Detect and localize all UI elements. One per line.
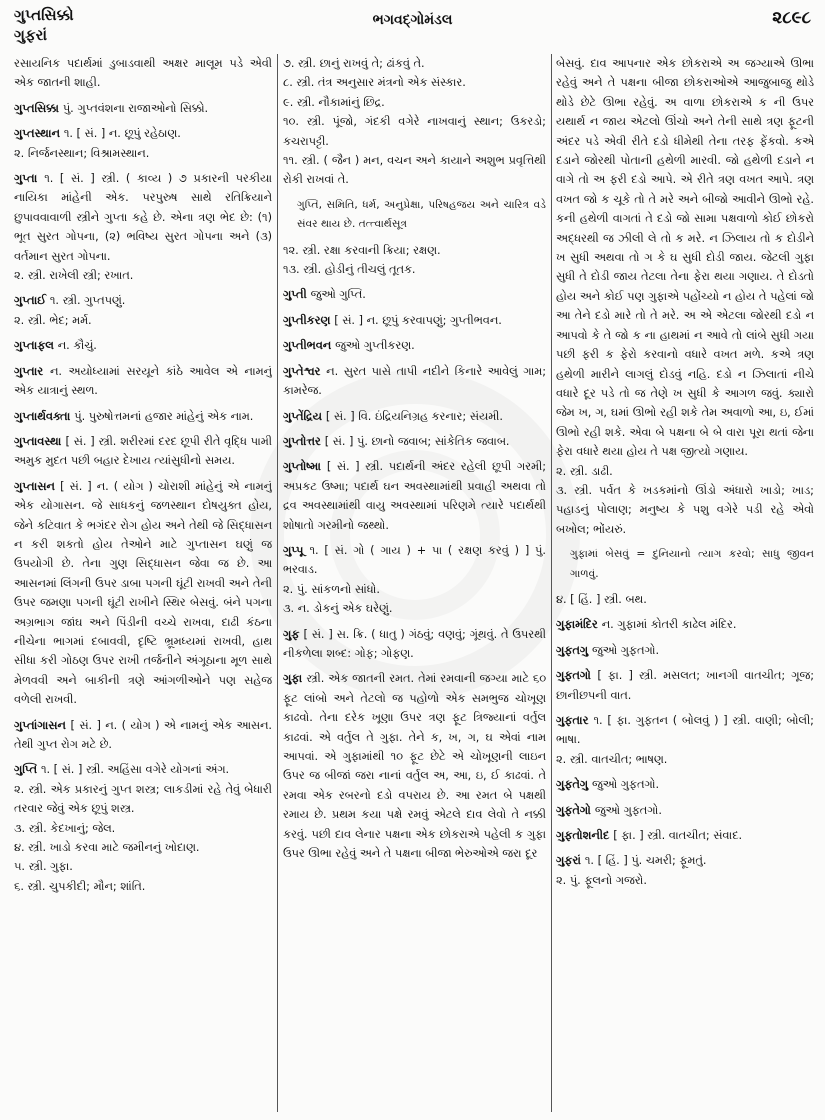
entry-headword: ગુપ્તીકરણ bbox=[283, 313, 335, 327]
entry-definition: ૨. સ્ત્રી. એક પ્રકારનું ગુપ્ત શસ્ત્ર; લાકડીમાં રહે તેવું બેધારી તરવાર જેવું એક છૂપું શસ્ત્ર. bbox=[14, 782, 272, 816]
page-header bbox=[14, 6, 811, 46]
entry-definition: ન. કૌચું. bbox=[57, 339, 97, 353]
entry-definition: પું. ગુપ્તવંશના રાજાઓનો સિક્કો. bbox=[62, 101, 209, 115]
dictionary-entry bbox=[556, 54, 814, 539]
dictionary-entry bbox=[283, 625, 546, 664]
dictionary-entry bbox=[556, 711, 814, 769]
entry-definition: ૬. સ્ત્રી. ચુપકીદી; મૌન; શાંતિ. bbox=[14, 879, 146, 893]
dictionary-entry bbox=[283, 54, 546, 190]
entry-definition: જુઓ ગુપ્તિ. bbox=[310, 288, 366, 302]
dictionary-entry bbox=[556, 826, 814, 845]
dictionary-entry bbox=[283, 541, 546, 619]
entry-definition: જુઓ ગુફતગો. bbox=[591, 778, 660, 792]
entry-definition: ૨. સ્ત્રી. ભેદ; મર્મ. bbox=[14, 313, 92, 327]
entry-definition: ૧. [ સં. ] સ્ત્રી. ( કાવ્ય ) ૭ પ્રકારની પરકીયા નાયિકા માંહેની એક. પરપુરુષ સાથે રતિક્રિયાને છુપાવવાવાળી સ્ત્રીને ગુપ્તા કહે છે. એના ત્રણ ભેદ છે: (૧) ભૂત સુરત ગોપના, (૨) ભવિષ્ય સુરત ગોપના અને (૩) વર્તમાન સુરત ગોપના. bbox=[14, 172, 272, 263]
entry-headword: ગુપ્તાઈ bbox=[14, 294, 50, 308]
entry-definition: ૧૩. સ્ત્રી. હોડીનું તીચલું તૂતક. bbox=[283, 263, 416, 277]
usage-note: ગુપ્તિ, સમિતિ, ધર્મ, અનુપ્રેક્ષા, પરિષહજય અને ચારિત્ર વડે સંવર થાય છે. તત્ત્વાર્થસૂત્ર bbox=[297, 198, 546, 231]
entry-headword: ગુપ્તિ bbox=[14, 763, 41, 777]
entry-definition: ન. ગુફામાં કોતરી કાઢેલ મંદિર. bbox=[601, 618, 737, 632]
entry-definition: ૮. સ્ત્રી. તંત્ર અનુસાર મંત્રનો એક સંસ્કાર. bbox=[283, 76, 466, 90]
usage-note: ગુફામાં બેસવું = દુનિયાનો ત્યાગ કરવો; સાધુ જીવન ગાળવું. bbox=[570, 548, 814, 580]
entry-headword: ગુપ્પૂ bbox=[283, 543, 310, 557]
entry-definition: [ સં. ] સ. ક્રિ. ( ધાતુ ) ગંઠવું; વણવું; ગૂંથવું. તે ઉપરથી નીકળેલા શબ્દ: ગોફ; ગોફણ. bbox=[283, 627, 546, 660]
entry-definition: ૧. સ્ત્રી. ગુપ્તપણું. bbox=[49, 294, 126, 308]
dictionary-entry bbox=[283, 311, 546, 330]
dictionary-entry bbox=[14, 336, 272, 355]
dictionary-entry bbox=[556, 851, 814, 890]
entry-headword: ગુપ્તેશ્વર bbox=[283, 364, 327, 378]
entry-headword: ગુફરાં bbox=[556, 854, 585, 868]
dictionary-entry bbox=[556, 545, 814, 584]
entry-headword: ગુફ bbox=[283, 627, 304, 641]
entry-definition: જુઓ ગુફતગો. bbox=[594, 803, 662, 817]
entry-definition: ૪. [ હિં. ] સ્ત્રી. બથ. bbox=[556, 592, 647, 606]
dictionary-entry bbox=[14, 716, 272, 755]
dictionary-entry bbox=[556, 801, 814, 820]
book-title: ભગવદ્ગોમંડલ bbox=[372, 12, 453, 28]
dictionary-entry bbox=[14, 124, 272, 163]
entry-definition: ૨. સ્ત્રી. રાખેલી સ્ત્રી; રખાત. bbox=[14, 269, 134, 283]
entry-definition: જુઓ ગુફતગો. bbox=[591, 643, 660, 657]
entry-definition: ૧૦. સ્ત્રી. પૂંજો, ગંદકી વગેરે નાખવાનું સ્થાન; ઉકરડો; કચરાપટ્ટી. bbox=[283, 115, 546, 148]
entry-definition: [ ફા. ] સ્ત્રી. મસલત; ખાનગી વાતચીત; ગૂજ; છાનીછપની વાત. bbox=[556, 669, 814, 702]
entry-definition: ૫. સ્ત્રી. ગુફા. bbox=[14, 860, 73, 874]
entry-definition: ૧. [ સં. ગો ( ગાય ) + પા ( રક્ષણ કરવું ) ] પું. ભરવાડ. bbox=[283, 543, 546, 577]
entry-headword: ગુપ્તીભવન bbox=[283, 339, 336, 353]
entry-definition: [ સં. ] સ્ત્રી. શરીરમાં દરદ છૂપી રીતે વૃદ્ધિ પામી અમુક મુદત પછી બહાર દેખાય ત્યાંસુધીનો સમય. bbox=[14, 434, 272, 468]
column-1 bbox=[14, 54, 272, 1114]
entry-definition: ૧૨. સ્ત્રી. રક્ષા કરવાની ક્રિયા; રક્ષણ. bbox=[283, 243, 441, 257]
dictionary-entry bbox=[14, 407, 272, 426]
dictionary-entry bbox=[14, 362, 272, 401]
entry-definition: ૯. સ્ત્રી. નૌકામાંનું છિદ્ર. bbox=[283, 95, 385, 109]
entry-definition: ૭. સ્ત્રી. છાનું રાખવું તે; ઢાંકવું તે. bbox=[283, 57, 425, 70]
entry-definition: [ સં. ] વિ. ઇંદ્રિયનિગ્રહ કરનાર; સંયમી. bbox=[325, 409, 504, 423]
dictionary-entry bbox=[283, 196, 546, 235]
dictionary-entry bbox=[283, 336, 546, 355]
entry-headword: ગુપ્તાફલ bbox=[14, 339, 58, 353]
entry-definition: [ સં. ] સ્ત્રી. પદાર્થની અંદર રહેલી છૂપી ગરમી; અપ્રકટ ઉષ્મા; પદાર્થ ઘન અવસ્થામાંથી પ્રવાહી અથવા તો દ્રવ અવસ્થામાંથી વાયુ અવસ્થામાં પરિણમે ત્યારે પદાર્થથી શોષાતો ગરમીનો જથ્થો. bbox=[283, 460, 546, 532]
column-2 bbox=[283, 54, 546, 1114]
entry-definition: ૩. સ્ત્રી. પર્વત કે ખડકમાંનો ઊંડો અંધારો ખાડો; ખાડ; પહાડનું પોલાણ; મનુષ્ય કે પશુ વગેરે પડી રહે એવો બખોલ; ભોંયરું. bbox=[556, 483, 814, 536]
page-number: ૨૮૯૮ bbox=[772, 8, 811, 28]
dictionary-entry bbox=[556, 590, 814, 609]
dictionary-entry bbox=[14, 169, 272, 285]
entry-headword: ગુફતેગો bbox=[556, 803, 595, 817]
dictionary-entry bbox=[14, 760, 272, 896]
entry-definition: [ સં. ] ન. ( યોગ ) એ નામનું એક આસન. તેથી ગુપ્ત રોગ મટે છે. bbox=[14, 718, 272, 751]
entry-headword: ગુપ્તાસન bbox=[14, 479, 61, 493]
entry-headword: ગુફતોશનીદ bbox=[556, 829, 614, 843]
entry-headword: ગુફતગો bbox=[556, 669, 598, 683]
entry-definition: ૩. ન. ડોકનું એક ઘરેણું. bbox=[283, 602, 393, 616]
entry-definition: રસાયનિક પદાર્થમાં ડુબાડવાથી અક્ષર માલૂમ પડે એવી એક જાતની શાહી. bbox=[14, 57, 272, 90]
dictionary-entry bbox=[283, 457, 546, 535]
dictionary-entry bbox=[283, 432, 546, 451]
entry-definition: ૨. નિર્જનસ્થાન; વિશ્રામસ્થાન. bbox=[14, 146, 150, 160]
entry-definition: [ ફા. ] સ્ત્રી. વાતચીત; સંવાદ. bbox=[613, 829, 743, 843]
entry-definition: પું. પુરુષોત્તમનાં હજાર માંહેનું એક નામ. bbox=[74, 409, 254, 423]
entry-headword: ગુપ્તી bbox=[283, 288, 311, 302]
column-divider bbox=[551, 54, 552, 1112]
entry-definition: ૪. સ્ત્રી. ખાડો કરવા માટે જમીનનું ખોદાણ. bbox=[14, 841, 200, 855]
entry-definition: ૧. [ હિં. ] પું. ચમરી; ફૂમતું. bbox=[584, 854, 707, 868]
entry-definition: ૧. [ સં. ] ન. છૂપું રહેઠાણ. bbox=[63, 127, 181, 141]
entry-definition: સ્ત્રી. એક જાતની રમત. તેમાં રમવાની જગ્યા માટે ૬૦ ફૂટ લાંબો અને તેટલો જ પહોળો એક સમભુજ ચોખૂણ કાઢવો. તેના દરેક ખૂણા ઉપર ત્રણ ફૂટ ત્રિજ્યાનાં વર્તુલ કાઢવાં. એ વર્તુલ તે ગુફા. તેને ક, ખ, ગ, ઘ એવાં નામ આપવાં. એ ગુફામાંથી ૧૦ ફૂટ છેટે એ ચોખૂણની લાઇન ઉપર જ બીજાં જરા નાનાં વર્તુલ અ, આ, ઇ, ઈ કાઢવાં. તે રમવા એક રબરનો દડો વપરાય છે. આ રમત બે પક્ષથી રમાય છે. પ્રથમ કયા પક્ષે રમવું એટલે દાવ લેવો તે નક્કી કરવું. પછી દાવ લેનાર પક્ષના એક છોકરાએ પહેલી ક ગુફા ઉપર ઊભા રહેવું અને તે પક્ષના બીજા ભેરુઓએ જરા દૂર bbox=[283, 672, 546, 861]
entry-headword: ગુપ્તસિક્કા bbox=[14, 101, 63, 115]
entry-definition: ૩. સ્ત્રી. કેદખાનું; જેલ. bbox=[14, 821, 116, 835]
entry-definition: ૨. સ્ત્રી. વાતચીત; ભાષણ. bbox=[556, 752, 668, 766]
column-divider bbox=[277, 54, 278, 1112]
entry-headword: ગુફતાર bbox=[556, 714, 594, 727]
entry-definition: બેસવું. દાવ આપનાર એક છોકરાએ અ જગ્યાએ ઊભા રહેવું અને તે પક્ષના બીજા છોકરાઓએ આજુબાજુ થોડે થોડે છેટે ઊભા રહેવું. અ વાળા છોકરાએ ક ની ઉપર યથાર્થ ન જાય એટલો ઊંચો અને તેની સાથે ત્રણ ફૂટની અંદર પડે એવી રીતે દડો ધીમેથી તેના તરફ ફેંકવો. કએ દડાને જોરથી પોતાની હથેળી મારવી. જો હથેળી દડાને ન વાગે તો અ ફરી દડો આપે. એ રીતે ત્રણ વખત આપે. ત્રણ વખત જો ક ચૂકે તો તે મરે અને બીજો આવીને ઊભો રહે. કની હથેળી વાગતાં તે દડો જો સામા પક્ષવાળો કોઈ છોકરો અદ્ધરથી જ ઝીલી લે તો ક મરે. ન ઝિલાય તો ક દોડીને ખ સુધી અથવા તો ગ કે ઘ સુધી દોડી જાય. જેટલી ગુફા સુધી તે દોડી જાય તેટલા તેના ફેરા થયા ગણાય. તે દોડતો હોય અને કોઈ પણ ગુફાએ પહોંચ્યો ન હોય તે પહેલાં જો આ તેને દડો મારે તો તે મરે. અ એ એટલા જોરથી દડો ન આપવો કે તે જો ક ના હાથમાં ન આવે તો લાંબે સુધી ગયા પછી ફરી ક ફેરો કરવાનો વધારે વખત મળે. કએ ત્રણ હથેળી મારીને લાગલું દોડવું નહિ. દડો ન ઝિલાતાં નીચે વધારે દૂર પડે તો જ તેણે ખ સુધી કે આગળ જવું. ક્યારો જેમ ખ, ગ, ઘમાં ઊભો રહી શકે તેમ અવાળો આ, ઇ, ઈમાં ઊભો રહી શકે. એવા બે પક્ષના બે બે વારા પૂરા થતાં જેના ફેરા વધારે થયા હોય તે પક્ષ જીત્યો ગણાય. bbox=[556, 57, 814, 459]
column-3 bbox=[556, 54, 814, 1114]
entry-headword: ગુપ્તોત્તર bbox=[283, 434, 325, 448]
entry-definition: [ સં. ] ન. ( યોગ ) ચોરાશી માંહેનું એ નામનું એક યોગાસન. જે સાધકનું જળસ્થાન દોષયુક્ત હોય, જેને કટિવાત કે ભગંદર રોગ હોય અને તેથી જે સિદ્ધાસન ન કરી શકતો હોય તેઓને માટે ગુપ્તાસન ઘણું જ ઉપયોગી છે. તેના ગુણ સિદ્ધાસન જેવા જ છે. આ આસનમાં લિંગની ઉપર ડાબા પગની ઘૂંટી રાખવી અને તેની ઉપર જમણા પગની ઘૂંટી રાખીને સ્થિર બેસવું. બંને પગના અગ્રભાગ જાંઘ અને પિંડીની વચ્ચે રાખવા, દાઢી કંઠના નીચેના ભાગમાં દબાવવી, દૃષ્ટિ ભ્રૂમધ્યમાં રાખવી, હાથ સીધા કરી ગોઠણ ઉપર રાખી તર્જનીને અંગૂઠાના મૂળ સાથે મેળવવી અને બાકીની ત્રણે આંગળીઓને પણ સહેજ વળેલી રાખવી. bbox=[14, 479, 272, 707]
dictionary-entry bbox=[14, 477, 272, 710]
entry-headword: ગુપ્તાવસ્થા bbox=[14, 434, 66, 448]
entry-headword: ગુપ્તાર્થવક્તા bbox=[14, 409, 75, 423]
entry-headword: ગુપ્તોષ્મા bbox=[283, 460, 327, 474]
entry-definition: ન. અયોધ્યામાં સરયૂને કાંઠે આવેલ એ નામનું એક યાત્રાનું સ્થળ. bbox=[14, 364, 272, 398]
entry-headword: ગુફા bbox=[283, 672, 307, 686]
entry-definition: ૨. સ્ત્રી. ડાઢી. bbox=[556, 464, 613, 478]
dictionary-entry bbox=[14, 432, 272, 471]
entry-headword: ગુફતેગુ bbox=[556, 778, 592, 792]
guideword-last: ગુફરાં bbox=[14, 26, 48, 44]
entry-headword: ગુફતગુ bbox=[556, 643, 592, 657]
dictionary-entry bbox=[283, 407, 546, 426]
entry-headword: ગુપ્તેંદ્રિય bbox=[283, 409, 326, 423]
dictionary-entry bbox=[556, 641, 814, 660]
entry-definition: ૧૧. સ્ત્રી. ( જૈન ) મન, વચન અને કાયાને અશુભ પ્રવૃત્તિથી રોકી રાખવાં તે. bbox=[283, 154, 546, 187]
entry-definition: [ સં. ] પું. છાનો જવાબ; સાંકેતિક જવાબ. bbox=[324, 434, 510, 448]
dictionary-entry bbox=[14, 291, 272, 330]
guideword-first: ગુપ્તસિક્કો bbox=[14, 6, 74, 24]
entry-headword: ગુફામંદિર bbox=[556, 618, 602, 632]
entry-headword: ગુપ્તાર bbox=[14, 364, 50, 378]
entry-definition: [ સં. ] ન. છૂપું કરવાપણું; ગુપ્તીભવન. bbox=[334, 313, 502, 327]
dictionary-entry bbox=[556, 615, 814, 634]
dictionary-entry bbox=[556, 666, 814, 705]
entry-headword: ગુપ્તા bbox=[14, 172, 45, 186]
entry-headword: ગુપ્તાંગાસન bbox=[14, 718, 71, 732]
dictionary-entry bbox=[283, 669, 546, 863]
entry-definition: ૧. [ ફા. ગુફતન ( બોલવું ) ] સ્ત્રી. વાણી; બોલી; ભાષા. bbox=[556, 714, 814, 747]
dictionary-entry bbox=[14, 99, 272, 118]
dictionary-entry bbox=[283, 241, 546, 280]
entry-definition: ન. સુરત પાસે તાપી નદીને કિનારે આવેલું ગામ; કામરેજ. bbox=[283, 364, 546, 398]
dictionary-entry bbox=[283, 285, 546, 304]
dictionary-entry bbox=[283, 362, 546, 401]
dictionary-entry bbox=[14, 54, 272, 93]
entry-headword: ગુપ્તસ્થાન bbox=[14, 127, 64, 141]
entry-definition: ૧. [ સં. ] સ્ત્રી. અહિંસા વગેરે યોગનાં અંગ. bbox=[40, 763, 230, 777]
entry-definition: ૨. પું. ફૂલનો ગજરો. bbox=[556, 873, 647, 887]
entry-definition: ૨. પું. સાંકળનો સાંધો. bbox=[283, 582, 380, 596]
entry-definition: જુઓ ગુપ્તીકરણ. bbox=[335, 339, 415, 353]
dictionary-entry bbox=[556, 775, 814, 794]
